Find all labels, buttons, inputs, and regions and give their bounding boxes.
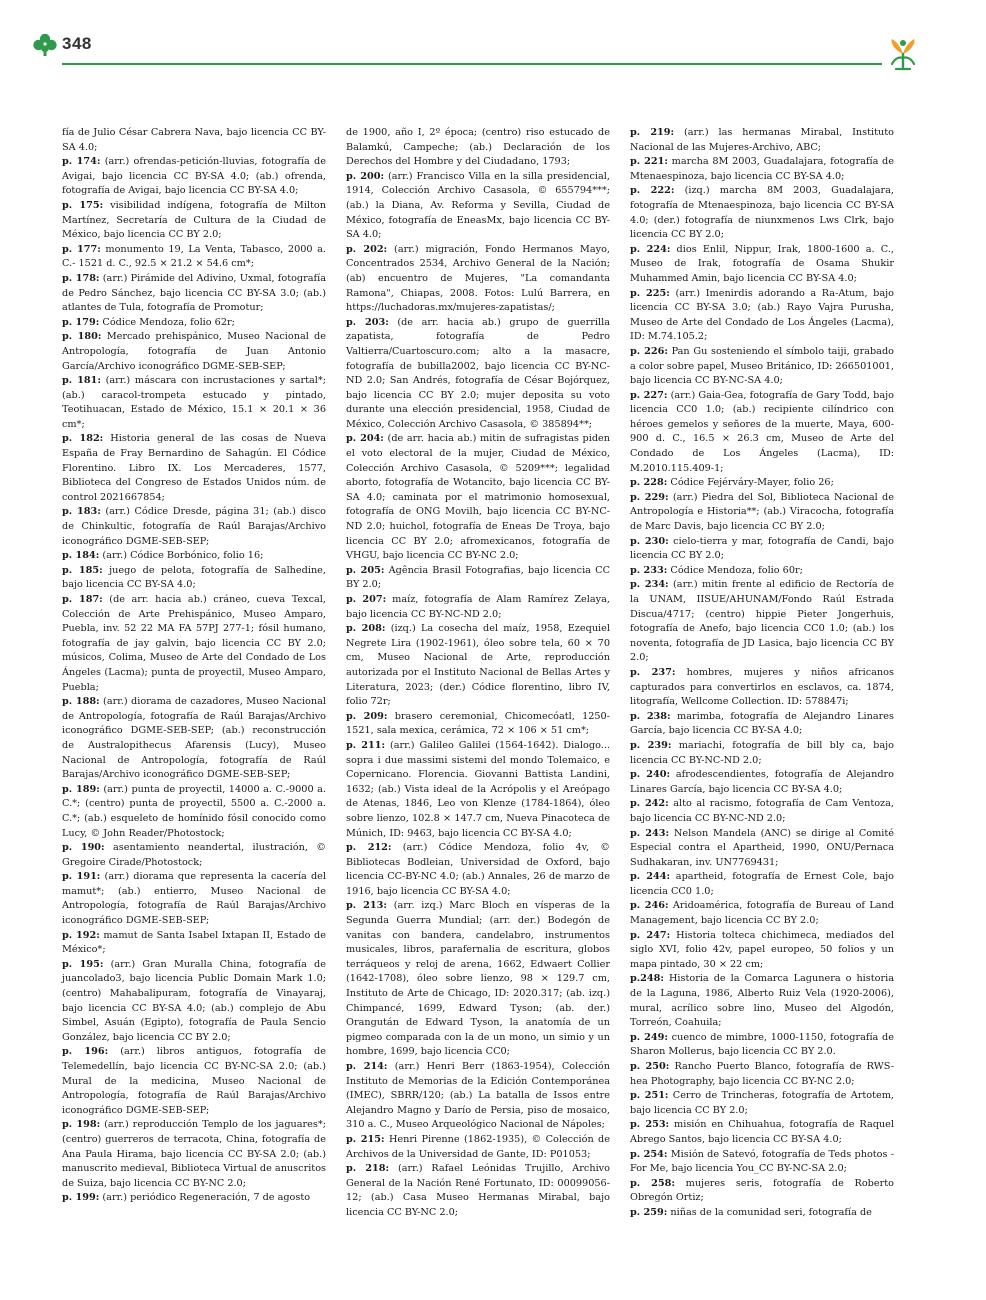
credit-text: Rancho Puerto Blanco, fotografía de RWS-hea Photography, bajo licencia CC BY-NC 2.0; [630,1061,894,1087]
credit-text: (arr.) diorama de cazadores, Museo Nacional de Antropología, fotografía de Raúl Barajas/Archivo iconográfico DGME-SEB-SEP; (ab.) reconstrucción de Australopithecus Afarensis (Lucy), Museo Nacional de Antropología, fotografía de Raúl Barajas/Archivo iconográfico DGME-SEB-SEP; [62,696,326,781]
credit-entry [62,564,326,593]
credit-entry [62,1118,326,1191]
credit-entry [62,505,326,549]
credit-text: dios Enlil, Nippur, Irak, 1800-1600 a. C., Museo de Irak, fotografía de Osama Shukir Muhammed Amin, bajo licencia CC BY-SA 4.0; [630,243,894,284]
credits-column-2 [346,126,610,1218]
credit-page-ref: p. 188: [62,696,100,708]
credit-entry [62,958,326,1046]
credit-page-ref: p. 247: [630,929,671,941]
credit-page-ref: p.248: [630,973,664,985]
credit-entry [346,1162,610,1220]
credit-page-ref: p. 219: [630,127,675,138]
credit-text: (arr.) Henri Berr (1863-1954), Colección Instituto de Memorias de la Edición Contemporánea (IMEC), SBRR/120; (ab.) La batalla de Issos entre Alejandro Magno y Darío de Persia, piso de mosaico, 310 a. C., Museo Arqueológico Nacional de Nápoles; [346,1061,610,1131]
credit-entry [62,593,326,695]
credit-text: Historia general de las cosas de Nueva España de Fray Bernardino de Sahagún. El Códice Florentino. Libro IX. Los Mercaderes, 1577, Biblioteca del Congreso de Estados Unidos núm. de control 2021667854; [62,433,326,503]
credit-entry [62,1045,326,1118]
credit-text: (de arr. hacia ab.) mitin de sufragistas piden el voto electoral de la mujer, Ciudad de México, Colección Archivo Casasola, © 5209***; legalidad aborto, fotografía de Wotancito, bajo licencia CC BY-SA 4.0; caminata por el matrimonio homosexual, fotografía de ONG Movilh, bajo licencia CC BY-NC-ND 2.0; huichol, fotografía de Eneas De Troya, bajo licencia CC BY 2.0; afromexicanos, fotografía de VHGU, bajo licencia CC BY-NC 2.0; [346,433,610,562]
credit-entry [630,797,894,826]
credit-page-ref: p. 221: [630,156,668,168]
credit-text: misión en Chihuahua, fotografía de Raquel Abrego Santos, bajo licencia CC BY-SA 4.0; [630,1119,894,1145]
credit-page-ref: p. 209: [346,710,388,722]
credit-entry [62,432,326,505]
credit-entry [62,783,326,841]
credit-text: (arr.) Códice Mendoza, folio 4v, © Bibliotecas Bodleian, Universidad de Oxford, bajo licencia CC-BY-NC 4.0; (ab.) Annales, 26 de marzo de 1916, bajo licencia CC BY-SA 4.0; [346,842,610,897]
credit-page-ref: p. 175: [62,199,104,211]
credit-text: afrodescendientes, fotografía de Alejandro Linares García, bajo licencia CC BY-SA 4.0; [630,769,894,795]
credit-text: (de arr. hacia ab.) cráneo, cueva Texcal, Colección de Arte Prehispánico, Museo Amparo, Puebla, inv. 52 22 MA FA 57PJ 277-1; fósil humano, fotografía de jay galvin, bajo licencia CC BY 2.0; músicos, Colima, Museo de Arte del Condado de Los Ángeles (Lacma); punta de proyectil, Museo Amparo, Puebla; [62,594,326,693]
credit-text: Códice Mendoza, folio 60r; [667,564,803,576]
credit-text: Nelson Mandela (ANC) se dirige al Comité Especial contra el Apartheid, 1990, ONU/Pernaca Sudhakaran, inv. UN7769431; [630,827,894,868]
credit-text: cielo-tierra y mar, fotografía de Candi, bajo licencia CC BY 2.0; [630,535,894,562]
credit-text: fía de Julio César Cabrera Nava, bajo licencia CC BY-SA 4.0; [62,127,326,153]
credit-text: monumento 19, La Venta, Tabasco, 2000 a. C.- 1521 d. C., 92.5 × 21.2 × 54.6 cm*; [62,243,326,270]
credit-entry [630,155,894,184]
credit-text: (arr.) Piedra del Sol, Biblioteca Nacional de Antropología e Historia**; (ab.) Viracocha, fotografía de Marc Davis, bajo licencia CC BY 2.0; [630,491,894,533]
credit-entry [630,972,894,1030]
credit-page-ref: p. 192: [62,929,100,941]
credit-text: Misión de Satevó, fotografía de Teds photos - For Me, bajo licencia You_CC BY-NC-SA 2.0; [630,1148,895,1175]
credit-text: cuenco de mimbre, 1000-1150, fotografía de Sharon Mollerus, bajo licencia CC BY 2.0. [630,1031,894,1058]
credit-entry [346,564,610,593]
credit-text: (arr. izq.) Marc Bloch en vísperas de la Segunda Guerra Mundial; (arr. der.) Bodegón de vanitas con bandera, candelabro, instrumentos musicales, libros, parafernalia de escritura, globos terráqueos y reloj de arena, 1662, Edwaert Collier (1642-1708), óleo sobre lienzo, 98 × 129.7 cm, Instituto de Arte de Chicago, ID: 2020.317; (ab. izq.) Chimpancé, 1699, Edward Tyson; (ab. der.) Orangután de Edward Tyson, la anatomía de un pigmeo comparada con la de un mono, un simio y un hombre, 1699, bajo licencia CC0; [346,900,610,1058]
credit-page-ref: p. 233: [630,564,668,576]
credit-entry [346,841,610,899]
credit-text: Historia tolteca chichimeca, mediados del siglo XVI, folio 42v, papel europeo, 50 folios y un mapa pintado, 30 × 22 cm; [630,929,894,970]
credit-page-ref: p. 207: [346,594,387,605]
credit-text: marcha 8M 2003, Guadalajara, fotografía de Mtenaespinoza, bajo licencia CC BY-SA 4.0; [630,156,894,182]
credit-page-ref: p. 181: [62,375,101,387]
credit-entry [630,929,894,973]
credit-text: mujeres seris, fotografía de Roberto Obregón Ortiz; [630,1177,894,1204]
credit-page-ref: p. 253: [630,1119,670,1131]
credit-page-ref: p. 182: [62,433,104,445]
credit-page-ref: p. 215: [346,1133,385,1145]
credit-text: Pan Gu sosteniendo el símbolo taiji, grabado a color sobre papel, Museo Británico, ID: 266501001, bajo licencia CC BY-NC-SA 4.0; [630,345,894,387]
credit-page-ref: p. 187: [62,594,103,605]
credits-column-3 [630,126,895,1218]
credit-page-ref: p. 208: [346,623,386,635]
credit-text: Códice Fejérváry-Mayer, folio 26; [667,477,834,489]
credit-entry [630,287,894,345]
credit-entry [630,666,894,710]
credit-entry [630,389,894,477]
credit-entry [630,1206,894,1221]
credit-text: (arr.) Códice Dresde, página 31; (ab.) disco de Chinkultic, fotografía de Raúl Barajas/Archivo iconográfico DGME-SEB-SEP; [62,506,326,547]
credit-page-ref: p. 238: [630,710,671,722]
credit-entry [62,155,326,199]
credit-text: (arr.) punta de proyectil, 14000 a. C.-9000 a. C.*; (centro) punta de proyectil, 5500 a. C.-2000 a. C.*; (ab.) esqueleto de homínido fósil conocido como Lucy, © John Reader/Photostock; [62,783,326,839]
credit-page-ref: p. 259: [630,1206,668,1218]
credit-page-ref: p. 250: [630,1061,670,1072]
credit-text: marimba, fotografía de Alejandro Linares García, bajo licencia CC BY-SA 4.0; [630,710,894,737]
credit-text: (arr.) Gran Muralla China, fotografía de juancolado3, bajo licencia Public Domain Mark 1.0; (centro) Mahabalipuram, fotografía de Vinayaraj, bajo licencia CC BY-SA 4.0; (ab.) complejo de Abu Simbel, Asuán (Egipto), fotografía de Paula Sencio González, bajo licencia CC BY 2.0; [62,958,326,1043]
credit-entry [630,739,894,768]
credit-page-ref: p. 185: [62,564,103,576]
credit-page-ref: p. 199: [62,1192,100,1204]
credit-text: Mercado prehispánico, Museo Nacional de Antropología, fotografía de Juan Antonio García/Archivo iconográfico DGME-SEB-SEP; [62,331,326,372]
credit-entry [62,330,326,374]
credit-text: (arr.) Galileo Galilei (1564-1642). Dialogo... sopra i due massimi sistemi del mondo Tolemaico, e Copernicano. Florencia. Giovanni Battista Landini, 1632; (ab.) Vista ideal de la Acrópolis y el Areópago de Atenas, 1846, Leo von Klenze (1784-1864), óleo sobre lienzo, 102.8 × 147.7 cm, Nueva Pinacoteca de Múnich, ID: 9463, bajo licencia CC BY-SA 4.0; [346,739,610,839]
credit-entry [630,1031,894,1060]
credit-text: Cerro de Trincheras, fotografía de Artotem, bajo licencia CC BY 2.0; [630,1090,894,1116]
credit-entry [62,316,326,331]
credit-entry [62,870,326,928]
credit-entry [630,1177,894,1206]
credit-text: mariachi, fotografía de bill bly ca, bajo licencia CC BY-NC-ND 2.0; [630,739,894,766]
credit-text: maíz, fotografía de Alam Ramírez Zelaya, bajo licencia CC BY-NC-ND 2.0; [346,594,610,620]
credit-entry [346,126,610,170]
credit-entry [346,622,610,710]
credit-page-ref: p. 180: [62,331,102,343]
credit-text: (arr.) libros antiguos, fotografía de Telemedellín, bajo licencia CC BY-NC-SA 2.0; (ab.) Mural de la medicina, Museo Nacional de Antropología, fotografía de Raúl Barajas/Archivo iconográfico DGME-SEB-SEP; [62,1046,326,1116]
credit-page-ref: p. 174: [62,156,101,168]
credit-entry [62,929,326,958]
credit-text: de 1900, año I, 2º época; (centro) riso estucado de Balamkú, Campeche; (ab.) Declaración de los Derechos del Hombre y del Ciudadano, 1793; [346,127,610,168]
credit-page-ref: p. 196: [62,1046,109,1058]
credits-column-1 [62,126,326,1204]
credit-text: (arr.) reproducción Templo de los jaguares*; (centro) guerreros de terracota, China, fotografía de Ana Paula Hirama, bajo licencia CC BY-SA 2.0; (ab.) manuscrito medieval, Biblioteca Virtual de anuscritos de Suiza, bajo licencia CC BY-NC 2.0; [62,1119,326,1189]
credit-page-ref: p. 218: [346,1163,390,1175]
credit-page-ref: p. 178: [62,272,100,284]
header-rule [62,63,882,65]
credit-entry [630,827,894,871]
credit-page-ref: p. 190: [62,842,105,854]
credit-page-ref: p. 179: [62,316,100,328]
credit-text: apartheid, fotografía de Ernest Cole, bajo licencia CC0 1.0; [630,871,894,897]
credit-text: brasero ceremonial, Chicomecóatl, 1250-1521, sala mexica, cerámica, 72 × 106 × 51 cm*; [346,710,610,737]
credit-text: Aridoamérica, fotografía de Bureau of Land Management, bajo licencia CC BY 2.0; [630,900,894,927]
credit-page-ref: p. 237: [630,666,676,678]
credit-text: alto al racismo, fotografía de Cam Ventoza, bajo licencia CC BY-NC-ND 2.0; [630,798,894,824]
credit-entry [630,535,894,564]
credit-page-ref: p. 234: [630,579,669,591]
credit-entry [630,243,894,287]
credit-text: niñas de la comunidad seri, fotografía de [667,1206,872,1218]
credit-page-ref: p. 191: [62,871,101,883]
credit-entry [346,170,610,243]
credit-page-ref: p. 226: [630,345,668,357]
credit-entry [630,345,894,389]
credit-page-ref: p. 214: [346,1061,388,1072]
credit-page-ref: p. 200: [346,170,385,182]
page-header [0,0,986,80]
credit-page-ref: p. 205: [346,564,385,576]
credit-text: hombres, mujeres y niños africanos capturados para convertirlos en esclavos, ca. 1874, litografía, Wellcome Collection. ID: 578847i; [630,666,894,708]
credit-page-ref: p. 189: [62,783,100,795]
credit-page-ref: p. 243: [630,827,670,839]
credit-text: (arr.) Imenirdis adorando a Ra-Atum, bajo licencia CC BY-SA 3.0; (ab.) Rayo Vajra Purusha, Museo de Arte del Condado de Los Ángeles (Lacma), ID: M.74.105.2; [630,287,894,343]
credit-entry [630,491,894,535]
credit-entry [62,549,326,564]
credit-text: (arr.) periódico Regeneración, 7 de agosto [99,1192,311,1204]
credit-text: (izq.) La cosecha del maíz, 1958, Ezequiel Negrete Lira (1902-1961), óleo sobre tela, 60 × 70 cm, Museo Nacional de Arte, reproducción autorizada por el Instituto Nacional de Bellas Artes y Literatura, 2023; (der.) Códice florentino, libro IV, folio 72r; [346,623,610,708]
credit-entry [630,1118,894,1147]
credit-page-ref: p. 204: [346,433,384,445]
credit-text: (arr.) Gaia-Gea, fotografía de Gary Todd, bajo licencia CC0 1.0; (ab.) recipiente cilíndrico con héroes gemelos y señores de la muerte, Maya, 600-900 d. C., 16.5 × 26.3 cm, Museo de Arte del Condado de Los Ángeles (Lacma), ID: M.2010.115.409-1; [630,389,894,474]
credit-entry [346,316,610,433]
credit-entry [630,899,894,928]
credit-entry [630,578,894,666]
credit-page-ref: p. 195: [62,958,104,970]
credit-text: juego de pelota, fotografía de Salhedine, bajo licencia CC BY-SA 4.0; [62,564,326,591]
credit-entry [346,593,610,622]
credit-entry [346,739,610,841]
credit-text: (arr.) ofrendas-petición-lluvias, fotografía de Avigai, bajo licencia CC BY-SA 4.0; (ab.) ofrenda, fotografía de Avigai, bajo licencia CC BY-SA 4.0; [62,156,326,197]
credit-page-ref: p. 203: [346,316,389,328]
credit-entry [346,1133,610,1162]
credit-text: (arr.) Rafael Leónidas Trujillo, Archivo General de la Nación René Fortunato, ID: 00099056-12; (ab.) Casa Museo Hermanas Mirabal, bajo licencia CC BY-NC 2.0; [346,1163,610,1218]
credit-entry [62,374,326,432]
credit-page-ref: p. 254: [630,1148,668,1160]
credit-text: (arr.) diorama que representa la cacería del mamut*; (ab.) entierro, Museo Nacional de Antropología, fotografía de Raúl Barajas/Archivo iconográfico DGME-SEB-SEP; [62,871,326,927]
credit-entry [346,710,610,739]
credit-text: asentamiento neandertal, ilustración, © Gregoire Cirade/Photostock; [62,842,326,868]
page-number: 348 [62,34,92,53]
credit-text: (arr.) Francisco Villa en la silla presidencial, 1914, Colección Archivo Casasola, © 655794***; (ab.) la Diana, Av. Reforma y Sevilla, Ciudad de México, fotografía de EneasMx, bajo licencia CC BY-SA 4.0; [346,170,610,241]
credit-text: mamut de Santa Isabel Ixtapan II, Estado de México*; [62,929,326,956]
credit-text: Agência Brasil Fotografias, bajo licencia CC BY 2.0; [346,564,610,591]
credits-columns [62,126,895,1218]
credit-page-ref: p. 258: [630,1177,675,1189]
credit-entry [62,199,326,243]
credit-text: Henri Pirenne (1862-1935), © Colección de Archivos de la Universidad de Gante, ID: P01053; [346,1133,610,1160]
credit-page-ref: p. 227: [630,389,668,401]
credit-entry [630,870,894,899]
credit-entry [346,1060,610,1133]
credit-text: visibilidad indígena, fotografía de Milton Martínez, Secretaría de Cultura de la Ciudad de México, bajo licencia CC BY 2.0; [62,199,326,241]
credit-entry [630,710,894,739]
credit-text: (arr.) Pirámide del Adivino, Uxmal, fotografía de Pedro Sánchez, bajo licencia CC BY-SA 3.0; (ab.) atlantes de Tula, fotografía de Promotur; [62,272,326,314]
credit-page-ref: p. 230: [630,535,669,547]
green-clover-icon [32,32,58,56]
credit-entry [62,1191,326,1206]
credit-entry [630,476,894,491]
credit-page-ref: p. 240: [630,769,671,781]
credit-page-ref: p. 229: [630,491,669,503]
credit-page-ref: p. 212: [346,842,392,854]
credit-entry [62,126,326,155]
credit-entry [346,899,610,1060]
credit-entry [630,1148,894,1177]
credit-text: (izq.) marcha 8M 2003, Guadalajara, fotografía de Mtenaespinoza, bajo licencia CC BY-SA 4.0; (der.) fotografía de niunxmenos Lws Clrk, bajo licencia CC BY 2.0; [630,185,894,241]
credit-page-ref: p. 177: [62,243,101,255]
credit-text: (arr.) Códice Borbónico, folio 16; [99,550,264,562]
credit-entry [630,1089,894,1118]
credit-entry [630,126,894,155]
credit-page-ref: p. 228: [630,477,668,489]
credit-entry [62,272,326,316]
credit-entry [630,1060,894,1089]
credit-page-ref: p. 202: [346,243,388,255]
credit-page-ref: p. 244: [630,871,671,883]
credit-entry [630,768,894,797]
credit-page-ref: p. 183: [62,506,101,518]
credit-text: (arr.) migración, Fondo Hermanos Mayo, Concentrados 2534, Archivo General de la Nación; (ab) encuentro de Mujeres, "La comandanta Ramona", Chiapas, 2008. Fotos: Lulú Barrera, en https://luchadoras.mx/mujeres-zapatistas/; [346,243,610,314]
credit-page-ref: p. 251: [630,1090,669,1102]
credit-text: Códice Mendoza, folio 62r; [99,316,235,328]
credit-page-ref: p. 224: [630,243,671,255]
credit-entry [62,695,326,783]
credit-page-ref: p. 246: [630,900,669,912]
credit-text: (de arr. hacia ab.) grupo de guerrilla zapatista, fotografía de Pedro Valtierra/Cuartoscuro.com; alto a la masacre, fotografía de bubilla2002, bajo licencia CC BY-NC-ND 2.0; San Andrés, fotografía de César Bojórquez, bajo licencia CC BY 2.0; mujer deposita su voto durante una elección presidencial, 1958, Ciudad de México, Colección Archivo Casasola, © 385894**; [346,316,610,430]
credit-entry [346,243,610,316]
credit-page-ref: p. 242: [630,798,669,810]
credit-page-ref: p. 249: [630,1031,668,1043]
credit-entry [62,243,326,272]
credit-page-ref: p. 211: [346,739,386,751]
credit-page-ref: p. 239: [630,739,672,751]
credit-page-ref: p. 213: [346,900,387,912]
credit-page-ref: p. 198: [62,1119,101,1131]
sprout-figure-icon [884,36,922,72]
credit-page-ref: p. 184: [62,550,100,562]
credit-entry [346,432,610,563]
credit-entry [630,564,894,579]
credit-page-ref: p. 222: [630,185,675,197]
credit-entry [62,841,326,870]
credit-text: Historia de la Comarca Lagunera o historia de la Laguna, 1986, Alberto Ruiz Vela (1920-2006), mural, acrílico sobre lino, Museo del Algodón, Torreón, Coahuila; [630,973,894,1029]
credit-text: (arr.) mitin frente al edificio de Rectoría de la UNAM, IISUE/AHUNAM/Fondo Raúl Estrada Discua/4717; (centro) hippie Pieter Jongerhuis, fotografía de Anefo, bajo licencia CC0 1.0; (ab.) los noventa, fotografía de JD Lasica, bajo licencia CC BY 2.0; [630,579,894,664]
credit-entry [630,184,894,242]
credit-page-ref: p. 225: [630,287,670,299]
credit-text: (arr.) máscara con incrustaciones y sartal*; (ab.) caracol-trompeta estucado y pintado, Teotihuacan, Estado de México, 15.1 × 20.1 × 36 cm*; [62,375,326,430]
credit-text: (arr.) las hermanas Mirabal, Instituto Nacional de las Mujeres-Archivo, ABC; [630,127,894,153]
